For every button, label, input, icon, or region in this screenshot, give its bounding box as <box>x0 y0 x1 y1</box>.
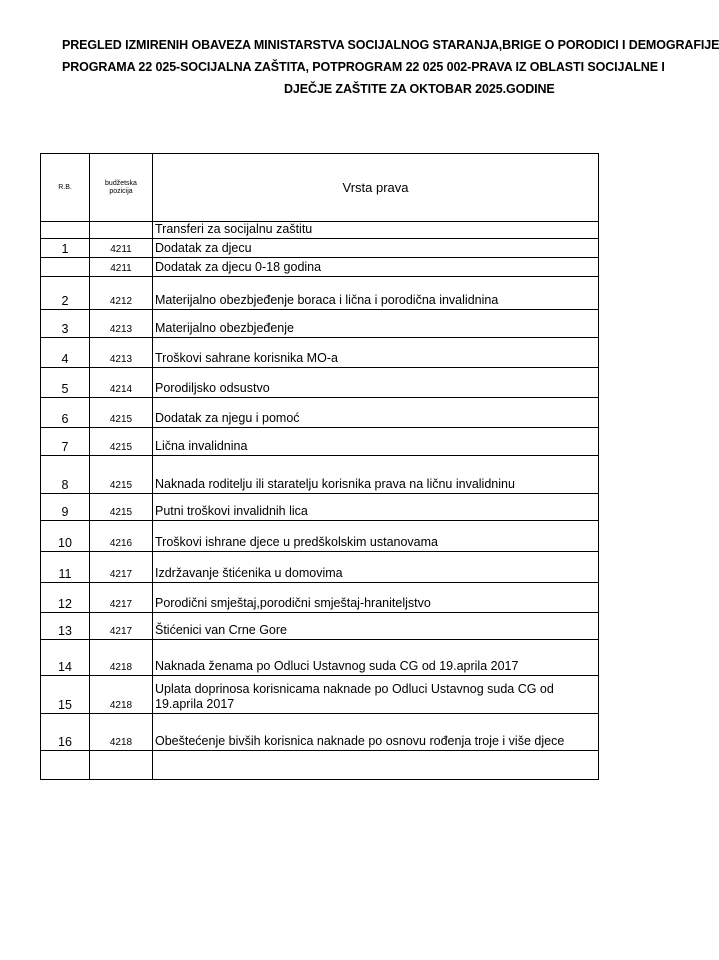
right-name: Dodatak za njegu i pomoć <box>153 398 599 428</box>
table-row <box>41 640 599 676</box>
header-budzetska-pozicija <box>90 154 153 222</box>
section-rb-cell <box>41 222 90 239</box>
table-row <box>41 714 599 751</box>
right-name: Izdržavanje štićenika u domovima <box>153 552 599 583</box>
right-name: Putni troškovi invalidnih lica <box>153 494 599 521</box>
right-name: Dodatak za djecu <box>153 239 599 258</box>
budget-position: 4218 <box>90 714 153 751</box>
row-number: 5 <box>41 368 90 398</box>
table-body <box>41 239 599 751</box>
budget-position: 4217 <box>90 583 153 613</box>
table-row <box>41 552 599 583</box>
row-number: 11 <box>41 552 90 583</box>
row-number: 12 <box>41 583 90 613</box>
title-line-3: DJEČJE ZAŠTITE ZA OKTOBAR 2025.GODINE <box>284 82 555 96</box>
row-number: 10 <box>41 521 90 552</box>
budget-position: 4217 <box>90 613 153 640</box>
footer-cell-2 <box>90 751 153 780</box>
row-number: 16 <box>41 714 90 751</box>
table-row <box>41 398 599 428</box>
empty-footer-row <box>41 751 599 780</box>
header-rb: R.B. <box>41 154 90 222</box>
row-number <box>41 258 90 277</box>
right-name: Porodiljsko odsustvo <box>153 368 599 398</box>
row-number: 9 <box>41 494 90 521</box>
budget-position: 4214 <box>90 368 153 398</box>
section-title: Transferi za socijalnu zaštitu <box>153 222 599 239</box>
row-number: 14 <box>41 640 90 676</box>
budget-position: 4213 <box>90 338 153 368</box>
right-name: Troškovi ishrane djece u predškolskim ustanovama <box>153 521 599 552</box>
title-line-1: PREGLED IZMIRENIH OBAVEZA MINISTARSTVA SOCIJALNOG STARANJA,BRIGE O PORODICI I DEMOGRAFIJE <box>62 38 719 52</box>
row-number: 8 <box>41 456 90 494</box>
document-title <box>0 0 719 120</box>
table-row <box>41 258 599 277</box>
right-name: Štićenici van Crne Gore <box>153 613 599 640</box>
footer-cell-1 <box>41 751 90 780</box>
table-row <box>41 277 599 310</box>
table-row <box>41 456 599 494</box>
row-number: 1 <box>41 239 90 258</box>
table-row <box>41 676 599 714</box>
budget-position: 4215 <box>90 428 153 456</box>
rights-table <box>40 153 599 780</box>
budget-position: 4218 <box>90 640 153 676</box>
row-number: 7 <box>41 428 90 456</box>
header-pozicija-label: pozicija <box>109 187 133 195</box>
header-vrsta-prava: Vrsta prava <box>153 154 599 222</box>
right-name: Naknada ženama po Odluci Ustavnog suda CG od 19.aprila 2017 <box>153 640 599 676</box>
row-number: 2 <box>41 277 90 310</box>
table-row <box>41 338 599 368</box>
table-row <box>41 613 599 640</box>
table-row <box>41 428 599 456</box>
budget-position: 4215 <box>90 494 153 521</box>
row-number: 3 <box>41 310 90 338</box>
right-name: Porodični smještaj,porodični smještaj-hraniteljstvo <box>153 583 599 613</box>
budget-position: 4216 <box>90 521 153 552</box>
table-header-row <box>41 154 599 222</box>
table-row <box>41 521 599 552</box>
budget-position: 4217 <box>90 552 153 583</box>
row-number: 15 <box>41 676 90 714</box>
table-row <box>41 239 599 258</box>
section-row <box>41 222 599 239</box>
table-row <box>41 583 599 613</box>
right-name: Naknada roditelju ili staratelju korisnika prava na ličnu invalidninu <box>153 456 599 494</box>
header-budzetska-label: budžetska <box>105 179 137 187</box>
row-number: 6 <box>41 398 90 428</box>
table-row <box>41 494 599 521</box>
right-name: Obeštećenje bivših korisnica naknade po osnovu rođenja troje i više djece <box>153 714 599 751</box>
budget-position: 4211 <box>90 258 153 277</box>
budget-position: 4218 <box>90 676 153 714</box>
right-name: Materijalno obezbjeđenje boraca i lična i porodična invalidnina <box>153 277 599 310</box>
right-name: Materijalno obezbjeđenje <box>153 310 599 338</box>
row-number: 4 <box>41 338 90 368</box>
budget-position: 4212 <box>90 277 153 310</box>
budget-position: 4215 <box>90 398 153 428</box>
right-name: Uplata doprinosa korisnicama naknade po Odluci Ustavnog suda CG od 19.aprila 2017 <box>153 676 599 714</box>
table-row <box>41 368 599 398</box>
budget-position: 4213 <box>90 310 153 338</box>
right-name: Troškovi sahrane korisnika MO-a <box>153 338 599 368</box>
title-line-2: PROGRAMA 22 025-SOCIJALNA ZAŠTITA, POTPROGRAM 22 025 002-PRAVA IZ OBLASTI SOCIJALNE I <box>62 60 665 74</box>
right-name: Lična invalidnina <box>153 428 599 456</box>
footer-cell-3 <box>153 751 599 780</box>
right-name: Dodatak za djecu 0-18 godina <box>153 258 599 277</box>
row-number: 13 <box>41 613 90 640</box>
budget-position: 4211 <box>90 239 153 258</box>
table-row <box>41 310 599 338</box>
budget-position: 4215 <box>90 456 153 494</box>
section-bp-cell <box>90 222 153 239</box>
